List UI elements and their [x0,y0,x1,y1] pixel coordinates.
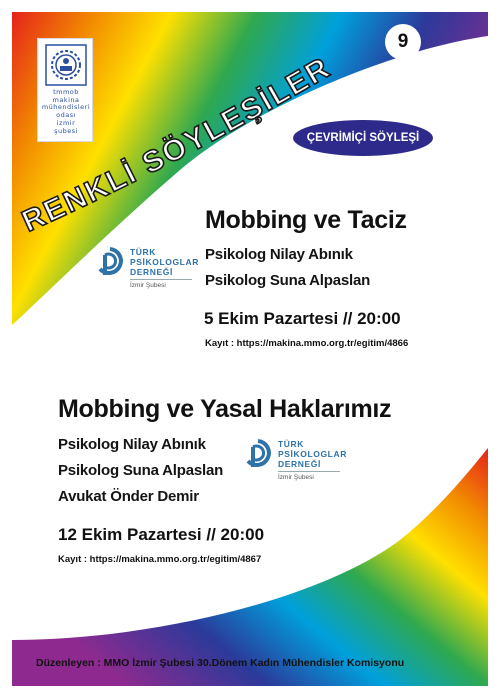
tmmob-logo [37,38,93,142]
logo-line: mühendisleri [41,103,91,112]
event-2-speaker: Psikolog Nilay Abınık [58,436,206,453]
event-2-title: Mobbing ve Yasal Haklarımız [58,395,392,423]
tpd-branch: İzmir Şubesi [278,474,314,481]
tpd-mark-icon [96,247,124,277]
organizer-footer: Düzenleyen : MMO İzmir Şubesi 30.Dönem Kadın Mühendisler Komisyonu [36,657,405,669]
tpd-line-3: DERNEĞİ [278,459,321,469]
logo-line: şubesi [54,126,78,135]
tpd-divider [130,279,192,280]
tpd-line-2: PSİKOLOGLAR [278,449,347,459]
tpd-line-1: TÜRK [130,247,157,257]
tpd-line-1: TÜRK [278,439,305,449]
logo-line: makina [52,95,80,104]
tpd-divider [278,471,340,472]
event-1-title: Mobbing ve Taciz [205,206,407,234]
event-2-registration[interactable]: Kayıt : https://makina.mmo.org.tr/egitim/4867 [58,554,262,565]
logo-line: odası [56,111,76,120]
gear-emblem-icon [45,44,87,86]
tpd-line-2: PSİKOLOGLAR [130,257,199,267]
tpd-mark-icon [244,439,272,469]
event-2-date: 12 Ekim Pazartesi // 20:00 [58,525,265,544]
online-talk-pill: ÇEVRİMİÇİ SÖYLEŞİ [293,120,433,156]
series-title-path: RENKLİ SÖYLEŞİLER [17,50,337,239]
series-number-badge: 9 [385,24,421,60]
event-1-registration[interactable]: Kayıt : https://makina.mmo.org.tr/egitim/4866 [205,338,409,349]
tmmob-logo-text [38,89,94,135]
event-1-date: 5 Ekim Pazartesi // 20:00 [204,309,401,328]
logo-line: izmir [56,118,76,127]
tpd-branch: İzmir Şubesi [130,282,166,289]
tpd-line-3: DERNEĞİ [130,267,173,277]
event-1-speaker: Psikolog Suna Alpaslan [205,272,371,289]
logo-line: tmmob [53,88,79,96]
event-2-speaker: Psikolog Suna Alpaslan [58,462,224,479]
event-1-speaker: Psikolog Nilay Abınık [205,246,353,263]
event-2-speaker: Avukat Önder Demir [58,488,199,505]
